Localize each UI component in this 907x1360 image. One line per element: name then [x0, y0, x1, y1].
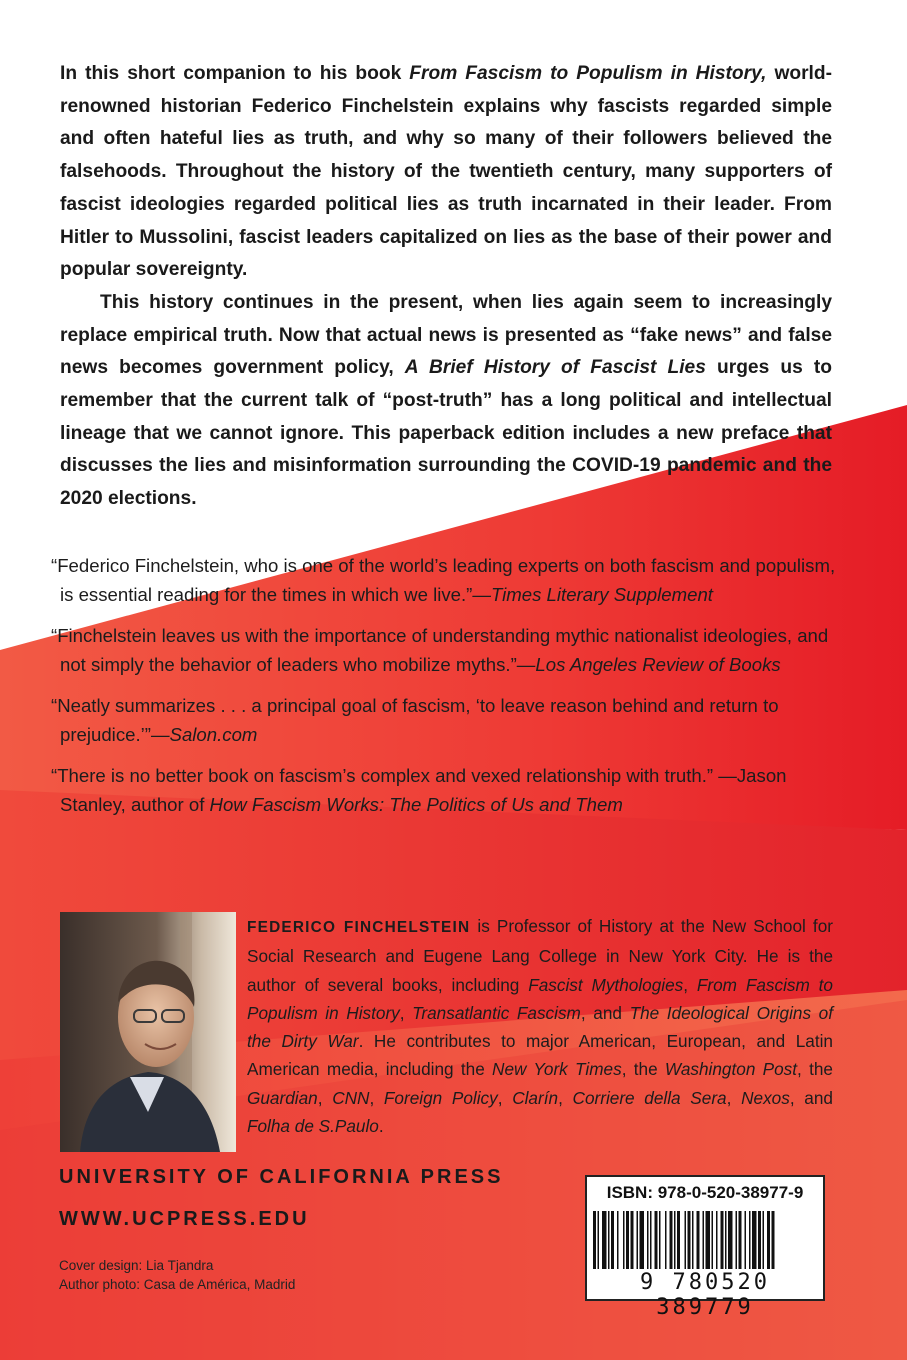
review-quote: “There is no better book on fascism’s complex and vexed relationship with truth.” —Jason Stanley, author of How Fascism Works: The Politics of Us and Them	[51, 765, 787, 815]
barcode-bar	[598, 1211, 600, 1269]
author-bio: FEDERICO FINCHELSTEIN is Professor of History at the New School for Social Research and Eugene Lang College in New York City. He is the author of several books, including Fascist Mythologies, From Fascism to Populism in History, Transatlantic Fascism, and The Ideological Origins of the Dirty War. He contributes to major American, European, and Latin American media, including the New York Times, the Washington Post, the Guardian, CNN, Foreign Policy, Clarín, Corriere della Sera, Nexos, and Folha de S.Paulo.	[247, 916, 833, 1137]
barcode-bar	[637, 1211, 639, 1269]
barcode-bar	[659, 1211, 661, 1269]
barcode-bar	[767, 1211, 770, 1269]
barcode-bar	[725, 1211, 727, 1269]
barcode-bar	[608, 1211, 610, 1269]
credits	[59, 1256, 295, 1294]
blurb-paragraph-1: In this short companion to his book From Fascism to Populism in History, world-renowned historian Federico Finchelstein explains why fascists regarded simple and often hateful lies as truth, and why so many of their followers believed the falsehoods. Throughout the history of the twentieth century, many supporters of fascist ideologies regarded political lies as truth incarnated in their leader. From Hitler to Mussolini, fascist leaders capitalized on lies as the base of their power and popular sovereignty.	[60, 63, 832, 281]
barcode-bar	[728, 1211, 733, 1269]
barcode-bar	[758, 1211, 761, 1269]
barcode-bar	[647, 1211, 649, 1269]
barcode-bar	[706, 1211, 711, 1269]
barcode-bar	[685, 1211, 687, 1269]
barcode-bars	[593, 1211, 817, 1269]
review-quote: “Neatly summarizes . . . a principal goal of fascism, ‘to leave reason behind and return to prejudice.’”—Salon.com	[51, 695, 779, 745]
barcode-bar	[655, 1211, 658, 1269]
barcode-bar	[631, 1211, 634, 1269]
isbn-digits: 9 780520 389779	[640, 1270, 770, 1320]
barcode-bar	[688, 1211, 691, 1269]
barcode-bar	[739, 1211, 742, 1269]
barcode-bar	[593, 1211, 596, 1269]
barcode-bar	[763, 1211, 765, 1269]
barcode-bar	[611, 1211, 614, 1269]
barcode-bar	[602, 1211, 607, 1269]
barcode-bar	[736, 1211, 738, 1269]
barcode-bar	[721, 1211, 724, 1269]
author-photo	[60, 912, 236, 1152]
barcode-bar	[677, 1211, 680, 1269]
author-name: FEDERICO FINCHELSTEIN	[247, 919, 471, 936]
review-quote: “Federico Finchelstein, who is one of the world’s leading experts on both fascism and populism, is essential reading for the times in which we live.”—Times Literary Supplement	[51, 555, 836, 605]
book-title-fascist-lies: A Brief History of Fascist Lies	[404, 357, 706, 379]
book-title-populism: From Fascism to Populism in History,	[409, 63, 767, 84]
barcode-bar	[617, 1211, 619, 1269]
barcode-bar	[749, 1211, 751, 1269]
author-photo-credit: Author photo: Casa de América, Madrid	[59, 1277, 296, 1292]
publisher-website: WWW.UCPRESS.EDU	[59, 1208, 310, 1230]
barcode-bar	[703, 1211, 705, 1269]
cover-design-credit: Cover design: Lia Tjandra	[59, 1258, 214, 1273]
blurb-paragraph-2: This history continues in the present, when lies again seem to increasingly replace empirical truth. Now that actual news is presented as “fake news” and false news becomes government policy, A Brief History of Fascist Lies urges us to remember that the current talk of “post-truth” has a long political and intellectual lineage that we cannot ignore. This paperback edition includes a new preface that discusses the lies and misinformation surrounding the COVID-19 pandemic and the 2020 elections.	[60, 291, 832, 510]
isbn-label: ISBN: 978-0-520-38977-9	[606, 1183, 804, 1202]
barcode-bar	[752, 1211, 757, 1269]
description-blurb	[60, 58, 832, 516]
barcode-bar	[670, 1211, 673, 1269]
barcode-bar	[674, 1211, 676, 1269]
barcode-bar	[692, 1211, 694, 1269]
barcode-bar	[712, 1211, 714, 1269]
barcode-bar	[623, 1211, 625, 1269]
barcode-bar	[650, 1211, 652, 1269]
isbn-barcode	[585, 1175, 825, 1320]
barcode-bar	[626, 1211, 629, 1269]
barcode-bar	[772, 1211, 775, 1269]
barcode-bar	[716, 1211, 718, 1269]
review-quote: “Finchelstein leaves us with the importance of understanding mythic nationalist ideologies, and not simply the behavior of leaders who mobilize myths.”—Los Angeles Review of Books	[51, 625, 829, 675]
barcode-bar	[745, 1211, 747, 1269]
barcode-bar	[665, 1211, 667, 1269]
barcode-bar	[640, 1211, 645, 1269]
publisher-name: UNIVERSITY OF CALIFORNIA PRESS	[59, 1166, 504, 1188]
barcode-bar	[697, 1211, 700, 1269]
review-quotes	[50, 552, 840, 832]
